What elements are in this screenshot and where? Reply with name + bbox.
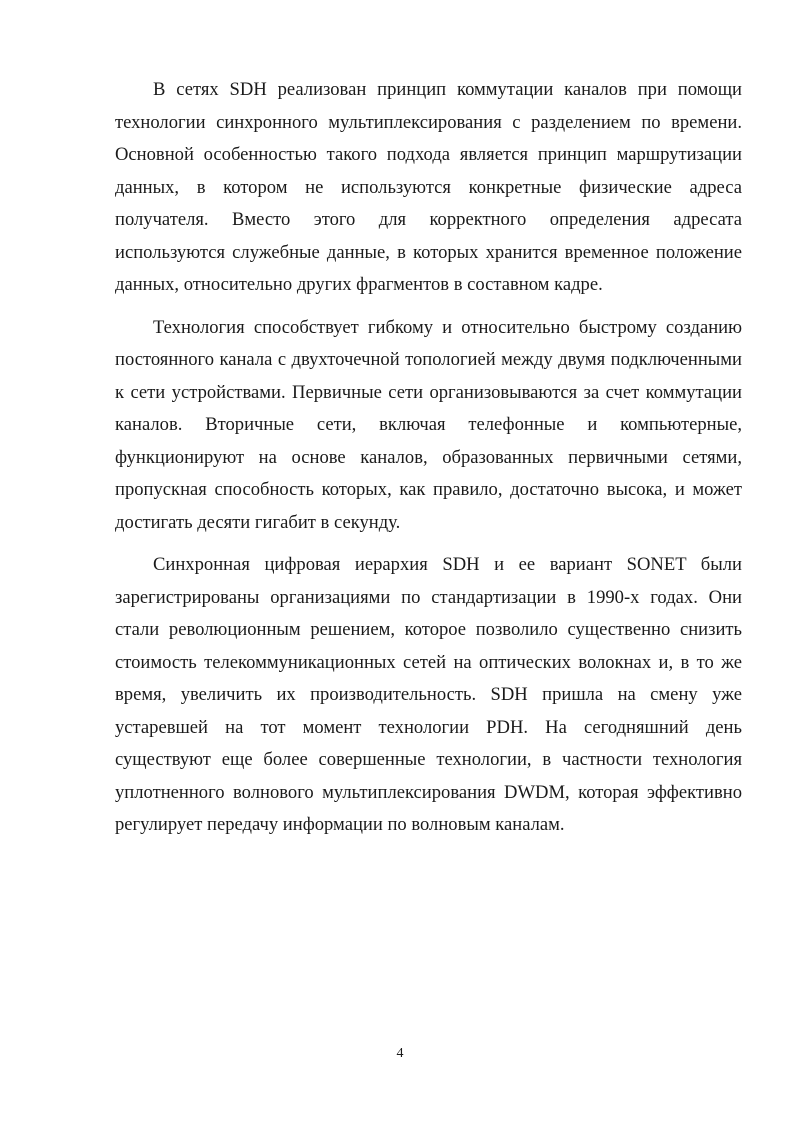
page-number: 4 — [396, 1046, 404, 1061]
paragraph-technology-channels: Технология способствует гибкому и относительно быстрому созданию постоянного канала с двухточечной топологией между двумя подключенными к сети устройствами. Первичные сети организовываются за счет коммутации каналов. Вторичные сети, включая телефонные и компьютерные, функционируют на основе каналов, образованных первичными сетями, пропускная способность которых, как правило, достаточно высока, и может достигать десяти гигабит в секунду. — [115, 316, 742, 533]
paragraph-sdh-sonet-history: Синхронная цифровая иерархия SDH и ее вариант SONET были зарегистрированы организациями по стандартизации в 1990-х годах. Они стали революционным решением, которое позволило существенно снизить стоимость телекоммуникационных сетей на оптических волокнах и, в то же время, увеличить их производительность. SDH пришла на смену уже устаревшей на тот момент технологии PDH. На сегодняшний день существуют еще более совершенные технологии, в частности технология уплотненного волнового мультиплексирования DWDM, которая эффективно регулирует передачу информации по волновым каналам. — [115, 554, 742, 835]
paragraph-sdh-switching: В сетях SDH реализован принцип коммутации каналов при помощи технологии синхронного мультиплексирования с разделением по времени. Основной особенностью такого подхода является принцип маршрутизации данных, в котором не используются конкретные физические адреса получателя. Вместо этого для корректного определения адресата используются служебные данные, в которых хранится временное положение данных, относительно других фрагментов в составном кадре. — [115, 79, 742, 295]
page-body — [115, 74, 742, 852]
